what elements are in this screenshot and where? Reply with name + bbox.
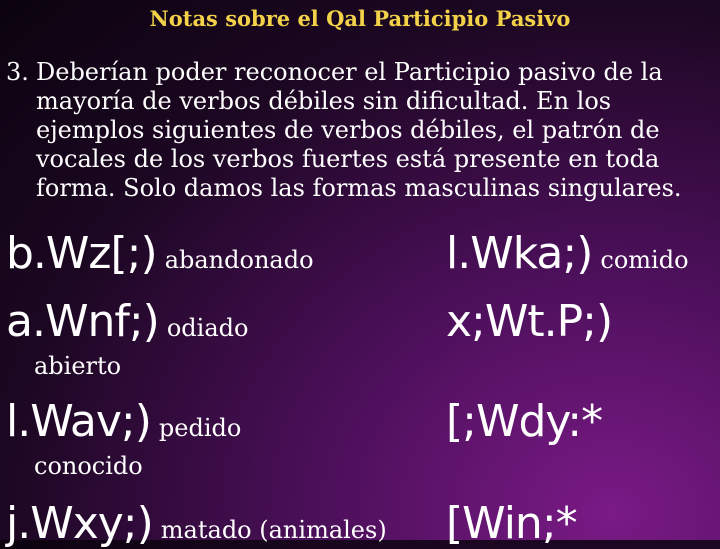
paragraph-line: forma. Solo damos las formas masculinas singulares. <box>36 174 682 202</box>
hebrew-word: x;Wt.P;) <box>446 296 613 347</box>
paragraph-line: vocales de los verbos fuertes está presente en toda <box>36 145 660 173</box>
right-entry <box>446 498 577 549</box>
gloss-conocido: conocido <box>34 452 143 480</box>
right-entry <box>446 296 612 347</box>
left-entry <box>6 396 241 447</box>
hebrew-word: j.Wxy;) <box>6 498 153 549</box>
paragraph-line: mayoría de verbos débiles sin dificultad. En los <box>36 87 612 115</box>
right-entry <box>446 396 602 447</box>
gloss: comido <box>600 246 689 274</box>
paragraph-line: ejemplos siguientes de verbos débiles, el patrón de <box>36 116 660 144</box>
gloss-abierto: abierto <box>34 352 122 380</box>
left-entry <box>6 498 387 549</box>
gloss: odiado <box>166 314 249 342</box>
gloss: pedido <box>158 414 242 442</box>
right-entry <box>446 228 689 279</box>
hebrew-word: l.Wka;) <box>446 228 593 279</box>
hebrew-word: [Win;* <box>446 498 577 549</box>
slide-title: Notas sobre el Qal Participio Pasivo <box>149 6 571 31</box>
paragraph-line: Deberían poder reconocer el Participio pasivo de la <box>36 58 663 86</box>
hebrew-word: l.Wav;) <box>6 396 151 447</box>
paragraph-number: 3. <box>6 58 29 86</box>
hebrew-word: [;Wdy:* <box>446 396 603 447</box>
left-entry <box>6 228 314 279</box>
left-entry <box>6 296 248 347</box>
hebrew-word: b.Wz[;) <box>6 228 157 279</box>
gloss: matado (animales) <box>160 516 387 544</box>
hebrew-word: a.Wnf;) <box>6 296 159 347</box>
gloss: abandonado <box>164 246 314 274</box>
